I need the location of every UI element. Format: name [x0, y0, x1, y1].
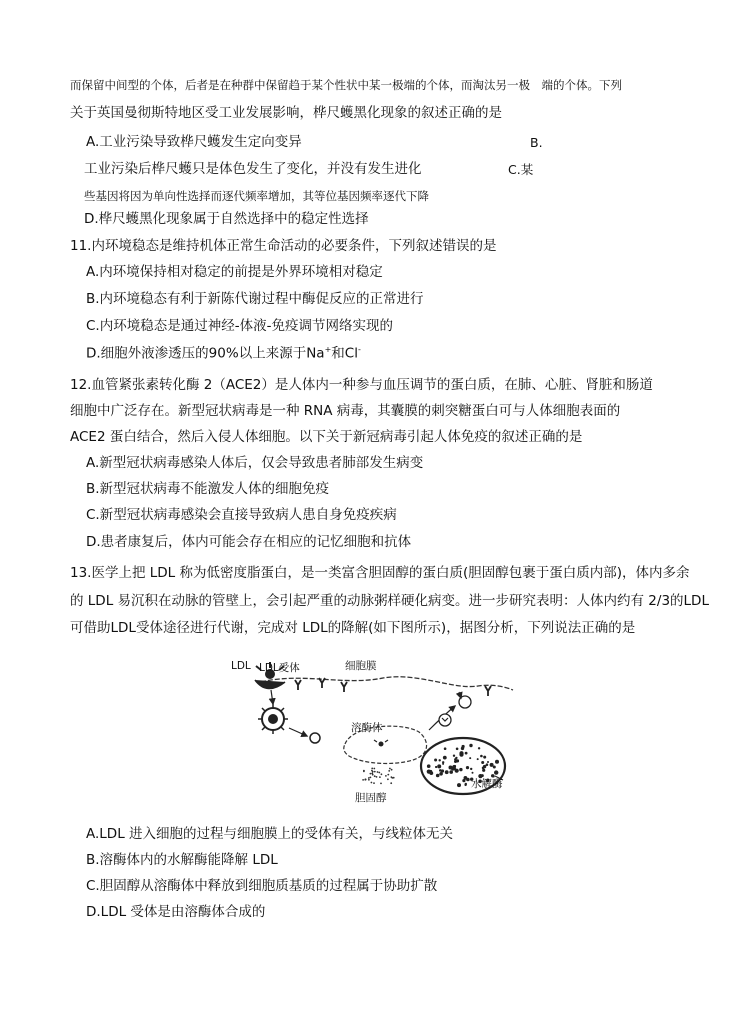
q10-stem-line-1: 而保留中间型的个体，后者是在种群中保留趋于某个性状中某一极端的个体，而淘汰另一极 端的个体。下列 [70, 78, 622, 92]
ldl-pathway-diagram [233, 656, 523, 804]
q13-option-a: A.LDL 进入细胞的过程与细胞膜上的受体有关，与线粒体无关 [86, 826, 454, 842]
label-cell-membrane: 细胞膜 [345, 660, 377, 672]
hydrolase-dot [491, 764, 493, 766]
hydrolase-dot [481, 761, 484, 764]
hydrolase-dot [462, 745, 465, 748]
q11-option-a: A.内环境保持相对稳定的前提是外界环境相对稳定 [86, 264, 383, 280]
cholesterol-dots [362, 768, 394, 785]
hydrolase-dot [444, 747, 447, 750]
cholesterol-dot [379, 776, 381, 778]
q12-option-b: B.新型冠状病毒不能激发人体的细胞免疫 [86, 481, 330, 497]
q11-option-d [86, 346, 361, 361]
hydrolase-dot [464, 784, 466, 786]
hydrolase-dot [429, 771, 433, 775]
cholesterol-dot [368, 777, 370, 779]
hydrolase-dot [466, 766, 469, 769]
cholesterol-dot [365, 778, 367, 780]
hydrolase-dot [464, 776, 468, 780]
label-lysosome: 溶酶体 [351, 722, 383, 734]
q12-option-d: D.患者康复后，体内可能会存在相应的记忆细胞和抗体 [86, 534, 412, 550]
cholesterol-dot [385, 775, 387, 777]
label-ldl-receptor: LDL受体 [259, 662, 300, 674]
q11-option-c: C.内环境稳态是通过神经-体液-免疫调节网络实现的 [86, 318, 393, 334]
cholesterol-dot [373, 782, 375, 784]
hydrolase-dot [482, 769, 485, 772]
q11-option-d-sup-plus: + [324, 345, 332, 354]
cholesterol-dot [371, 770, 373, 772]
q13-option-d: D.LDL 受体是由溶酶体合成的 [86, 904, 266, 920]
cholesterol-dot [388, 770, 390, 772]
cholesterol-dot [374, 775, 376, 777]
hydrolase-dot [486, 763, 489, 766]
hydrolase-dot [455, 757, 457, 759]
label-hydrolase: 水解酶 [471, 778, 503, 790]
hydrolase-dot [469, 757, 471, 759]
hydrolase-dot [439, 759, 441, 761]
cholesterol-dot [376, 776, 378, 778]
cholesterol-dot [368, 779, 370, 781]
q13-stem-line-3: 可借助LDL受体途径进行代谢，完成对 LDL的降解(如下图所示)，据图分析，下列说法正确的是 [70, 620, 636, 636]
q10-option-d: D.桦尺蠖黑化现象属于自然选择中的稳定性选择 [84, 211, 369, 227]
recycle-vesicle-1 [439, 714, 451, 726]
q13-option-b: B.溶酶体内的水解酶能降解 LDL [86, 852, 278, 868]
cholesterol-dot [387, 778, 389, 780]
label-cholesterol: 胆固醇 [355, 792, 387, 804]
hydrolase-dot [449, 770, 453, 774]
cholesterol-dot [391, 769, 393, 771]
label-ldl: LDL [231, 660, 251, 672]
q12-option-c: C.新型冠状病毒感染会直接导致病人患自身免疫疾病 [86, 507, 397, 523]
hydrolase-dot [454, 760, 457, 763]
cholesterol-dot [362, 779, 364, 781]
cholesterol-dot [363, 771, 365, 773]
hydrolase-dot [442, 763, 444, 765]
q11-option-d-text-1: D.细胞外液渗透压的90%以上来源于Na [86, 345, 325, 362]
q10-option-c-label: C.某 [508, 162, 534, 177]
q13-stem-line-1: 13.医学上把 LDL 称为低密度脂蛋白，是一类富含胆固醇的蛋白质(胆固醇包裹于蛋白质内部)，体内多余 [70, 565, 690, 581]
q10-stem-line-2: 关于英国曼彻斯特地区受工业发展影响，桦尺蠖黑化现象的叙述正确的是 [70, 105, 502, 121]
q12-stem-line-3: ACE2 蛋白结合，然后入侵人体细胞。以下关于新冠病毒引起人体免疫的叙述正确的是 [70, 429, 583, 445]
endocytic-vesicle [258, 704, 288, 734]
hydrolase-dot [427, 764, 431, 768]
hydrolase-dot [457, 783, 461, 787]
hydrolase-dot [494, 770, 498, 774]
hydrolase-dot [452, 766, 456, 770]
hydrolase-dot [453, 755, 455, 757]
hydrolase-dot [478, 747, 480, 749]
hydrolase-dot [435, 766, 437, 768]
cholesterol-dot [380, 783, 382, 785]
arrow-to-lysosome [289, 728, 307, 736]
cholesterol-dot [371, 773, 373, 775]
hydrolase-dot [480, 755, 483, 758]
q10-option-b: 工业污染后桦尺蠖只是体色发生了变化，并没有发生进化 [84, 161, 422, 177]
hydrolase-dot [456, 748, 459, 751]
hydrolase-dot [495, 760, 499, 764]
cholesterol-dot [390, 782, 392, 784]
hydrolase-dot [483, 756, 486, 759]
q13-option-c: C.胆固醇从溶酶体中释放到细胞质基质的过程属于协助扩散 [86, 878, 438, 894]
hydrolase-dot [487, 761, 489, 763]
hydrolase-dot [469, 744, 472, 747]
hydrolase-dot [459, 768, 462, 771]
hydrolase-dot [436, 774, 440, 778]
q12-stem-line-2: 细胞中广泛存在。新型冠状病毒是一种 RNA 病毒，其囊膜的刺突糖蛋白可与人体细胞表面的 [70, 403, 621, 419]
hydrolase-dot [445, 770, 449, 774]
q11-stem: 11.内环境稳态是维持机体正常生命活动的必要条件，下列叙述错误的是 [70, 238, 497, 254]
hydrolase-dot [465, 752, 468, 755]
q10-option-c: 些基因将因为单向性选择而逐代频率增加，其等位基因频率逐代下降 [84, 189, 429, 203]
cholesterol-dot [371, 768, 373, 770]
q11-option-d-sup-minus: - [357, 345, 361, 354]
cholesterol-dot [387, 774, 389, 776]
hydrolase-dot [434, 759, 437, 762]
hydrolase-dot [439, 772, 443, 776]
cholesterol-dot [370, 773, 372, 775]
q10-option-a: A.工业污染导致桦尺蠖发生定向变异 [86, 134, 302, 150]
hydrolase-dot [483, 765, 486, 768]
hydrolase-dot [472, 772, 474, 774]
hydrolase-dot [443, 756, 447, 760]
hydrolase-dot [477, 758, 479, 760]
q11-option-b: B.内环境稳态有利于新陈代谢过程中酶促反应的正常进行 [86, 291, 424, 307]
q12-stem-line-1: 12.血管紧张素转化酶 2（ACE2）是人体内一种参与血压调节的蛋白质，在肺、心脏、肾脏和肠道 [70, 377, 653, 393]
q12-option-a: A.新型冠状病毒感染人体后，仅会导致患者肺部发生病变 [86, 455, 424, 471]
q11-option-d-text-2: 和Cl [331, 345, 358, 362]
cholesterol-dot [371, 782, 373, 784]
q10-option-b-label: B. [530, 135, 543, 150]
hydrolase-dot [437, 764, 441, 768]
cholesterol-dot [370, 777, 372, 779]
cholesterol-dot [389, 768, 391, 770]
hydrolase-dot [459, 751, 463, 755]
cholesterol-dot [373, 768, 375, 770]
cholesterol-dot [393, 777, 395, 779]
cholesterol-dot [377, 771, 379, 773]
cholesterol-dot [381, 773, 383, 775]
cholesterol-dot [378, 772, 380, 774]
membrane-receptors [295, 678, 491, 696]
arrow-to-vesicle [271, 690, 273, 704]
cholesterol-dot [374, 771, 376, 773]
q13-stem-line-2: 的 LDL 易沉积在动脉的管壁上，会引起严重的动脉粥样硬化病变。进一步研究表明：人体内约有 2/3的LDL [70, 593, 709, 609]
small-vesicle [310, 733, 320, 743]
hydrolase-dot [470, 768, 472, 770]
